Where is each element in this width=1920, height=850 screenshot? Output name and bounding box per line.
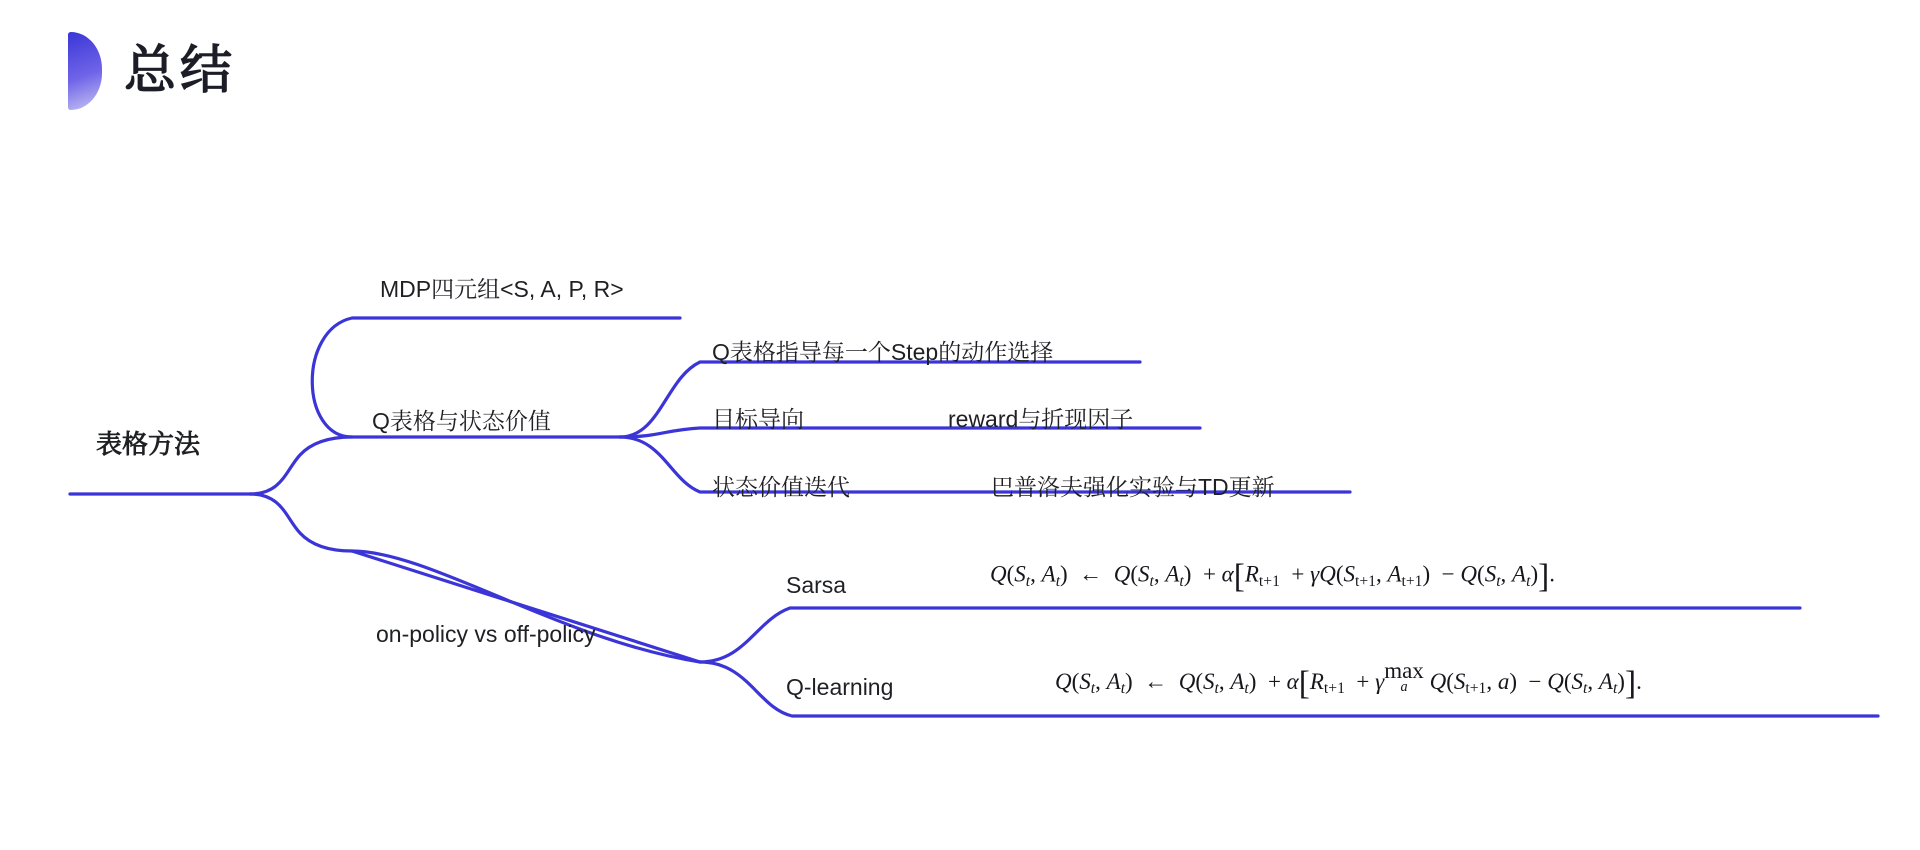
formula-sarsa: $Q(S_t$, $A_t$) ← $Q(S_t$, $A_t) + \alpha[Rt+1 + \gamma Q(St+1$, $At+1) - Q(S_t$, $A_t$)]. [990, 558, 1555, 595]
mindmap-child-value-iteration-detail: 巴普洛夫强化实验与TD更新 [991, 474, 1275, 500]
formula-qlearning: $Q(S_t$, $A_t$) ← $Q(S_t$, $A_t) + \alpha[Rt+1 + \gamma$ max a Q(St+1, $a) - Q(S_t$, $A_t$)]. [1055, 658, 1642, 703]
mindmap-child-goal: 目标导向 [712, 406, 804, 432]
mindmap-child-qlearning: Q-learning [786, 674, 894, 700]
mindmap-branch-mdp: MDP四元组<S, A, P, R> [380, 276, 624, 302]
mindmap-branch-policy: on-policy vs off-policy [376, 621, 596, 647]
mindmap-root-label: 表格方法 [96, 429, 201, 459]
mindmap-child-sarsa: Sarsa [786, 572, 847, 598]
page-title: 总结 [124, 42, 237, 100]
mindmap-branch-qtable: Q表格与状态价值 [372, 408, 551, 434]
mindmap-child-qtable-step: Q表格指导每一个Step的动作选择 [712, 339, 1054, 365]
mindmap-child-goal-detail: reward与折现因子 [948, 406, 1134, 432]
mindmap-child-value-iteration: 状态价值迭代 [712, 474, 850, 500]
